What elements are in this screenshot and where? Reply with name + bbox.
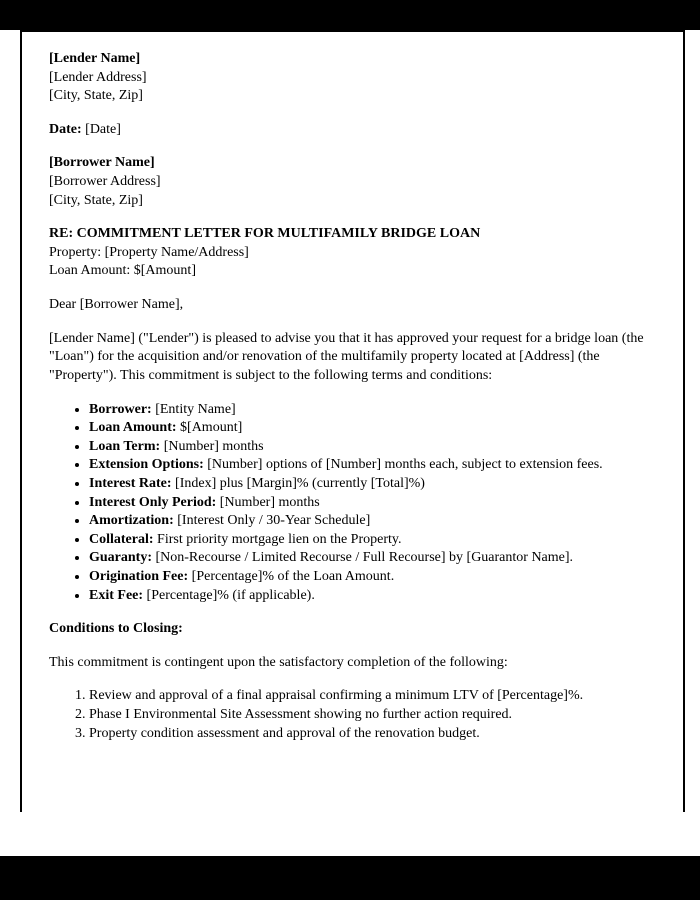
term-label: Exit Fee:	[89, 587, 144, 603]
salutation: Dear [Borrower Name],	[49, 297, 184, 313]
term-value: [Number] options of [Number] months each, subject to extension fees.	[207, 457, 603, 473]
term-value: [Interest Only / 30-Year Schedule]	[177, 513, 371, 529]
borrower-name: [Borrower Name]	[49, 155, 155, 171]
term-value: [Percentage]% (if applicable).	[146, 587, 315, 603]
subject-block	[49, 225, 653, 281]
condition-text: Phase I Environmental Site Assessment showing no further action required.	[89, 707, 513, 723]
term-label: Loan Amount:	[89, 420, 177, 436]
term-label: Interest Rate:	[89, 475, 172, 491]
term-value: $[Amount]	[180, 420, 243, 436]
term-item-borrower	[89, 401, 653, 420]
term-item-interest-rate	[89, 475, 653, 494]
term-item-collateral	[89, 531, 653, 550]
lender-address: [Lender Address]	[49, 69, 147, 85]
term-label: Interest Only Period:	[89, 494, 217, 510]
term-item-origination-fee	[89, 568, 653, 587]
term-value: First priority mortgage lien on the Property.	[157, 531, 402, 547]
term-item-guaranty	[89, 549, 653, 568]
term-label: Amortization:	[89, 513, 174, 529]
subject-line: RE: COMMITMENT LETTER FOR MULTIFAMILY BRIDGE LOAN	[49, 226, 481, 242]
term-value: [Non-Recourse / Limited Recourse / Full Recourse] by [Guarantor Name].	[155, 550, 574, 566]
term-item-interest-only-period	[89, 494, 653, 513]
term-value: [Percentage]% of the Loan Amount.	[191, 569, 395, 585]
borrower-address-block	[49, 154, 653, 210]
date-label: Date:	[49, 121, 82, 137]
borrower-city-state-zip: [City, State, Zip]	[49, 192, 143, 208]
term-value: [Number] months	[163, 438, 264, 454]
date-line	[49, 121, 653, 140]
term-label: Guaranty:	[89, 550, 152, 566]
conditions-intro: This commitment is contingent upon the satisfactory completion of the following:	[49, 654, 508, 670]
term-item-extension-options	[89, 456, 653, 475]
lender-address-block	[49, 50, 653, 106]
top-letterbox-bar	[0, 0, 700, 30]
conditions-heading	[49, 620, 653, 639]
term-label: Extension Options:	[89, 457, 204, 473]
borrower-address: [Borrower Address]	[49, 174, 161, 190]
condition-item-property-condition	[89, 725, 653, 744]
term-item-loan-term	[89, 438, 653, 457]
condition-item-appraisal	[89, 687, 653, 706]
condition-text: Review and approval of a final appraisal confirming a minimum LTV of [Percentage]%.	[89, 688, 584, 704]
property-line: Property: [Property Name/Address]	[49, 244, 249, 260]
condition-text: Property condition assessment and approval of the renovation budget.	[89, 725, 480, 741]
term-label: Loan Term:	[89, 438, 161, 454]
lender-city-state-zip: [City, State, Zip]	[49, 88, 143, 104]
conditions-heading-text: Conditions to Closing:	[49, 621, 183, 637]
lender-name: [Lender Name]	[49, 51, 141, 66]
term-item-amortization	[89, 512, 653, 531]
loan-amount-line: Loan Amount: $[Amount]	[49, 263, 196, 279]
term-label: Origination Fee:	[89, 569, 189, 585]
term-value: [Number] months	[219, 494, 320, 510]
term-item-loan-amount	[89, 419, 653, 438]
condition-item-environmental	[89, 706, 653, 725]
terms-list	[49, 401, 653, 606]
letter-page	[20, 30, 685, 812]
term-label: Borrower:	[89, 401, 152, 417]
letter-content	[22, 32, 683, 743]
date-value: [Date]	[85, 121, 121, 137]
term-item-exit-fee	[89, 587, 653, 606]
intro-paragraph: [Lender Name] ("Lender") is pleased to advise you that it has approved your request for a bridge loan (the "Loan") for the acquisition and/or renovation of the multifamily property located at [Address] (the "Property"). This commitment is subject to the following terms and conditions:	[49, 330, 644, 383]
conditions-list	[49, 687, 653, 743]
term-label: Collateral:	[89, 531, 154, 547]
bottom-letterbox-bar	[0, 856, 700, 900]
term-value: [Index] plus [Margin]% (currently [Total]%)	[175, 475, 425, 491]
term-value: [Entity Name]	[155, 401, 236, 417]
